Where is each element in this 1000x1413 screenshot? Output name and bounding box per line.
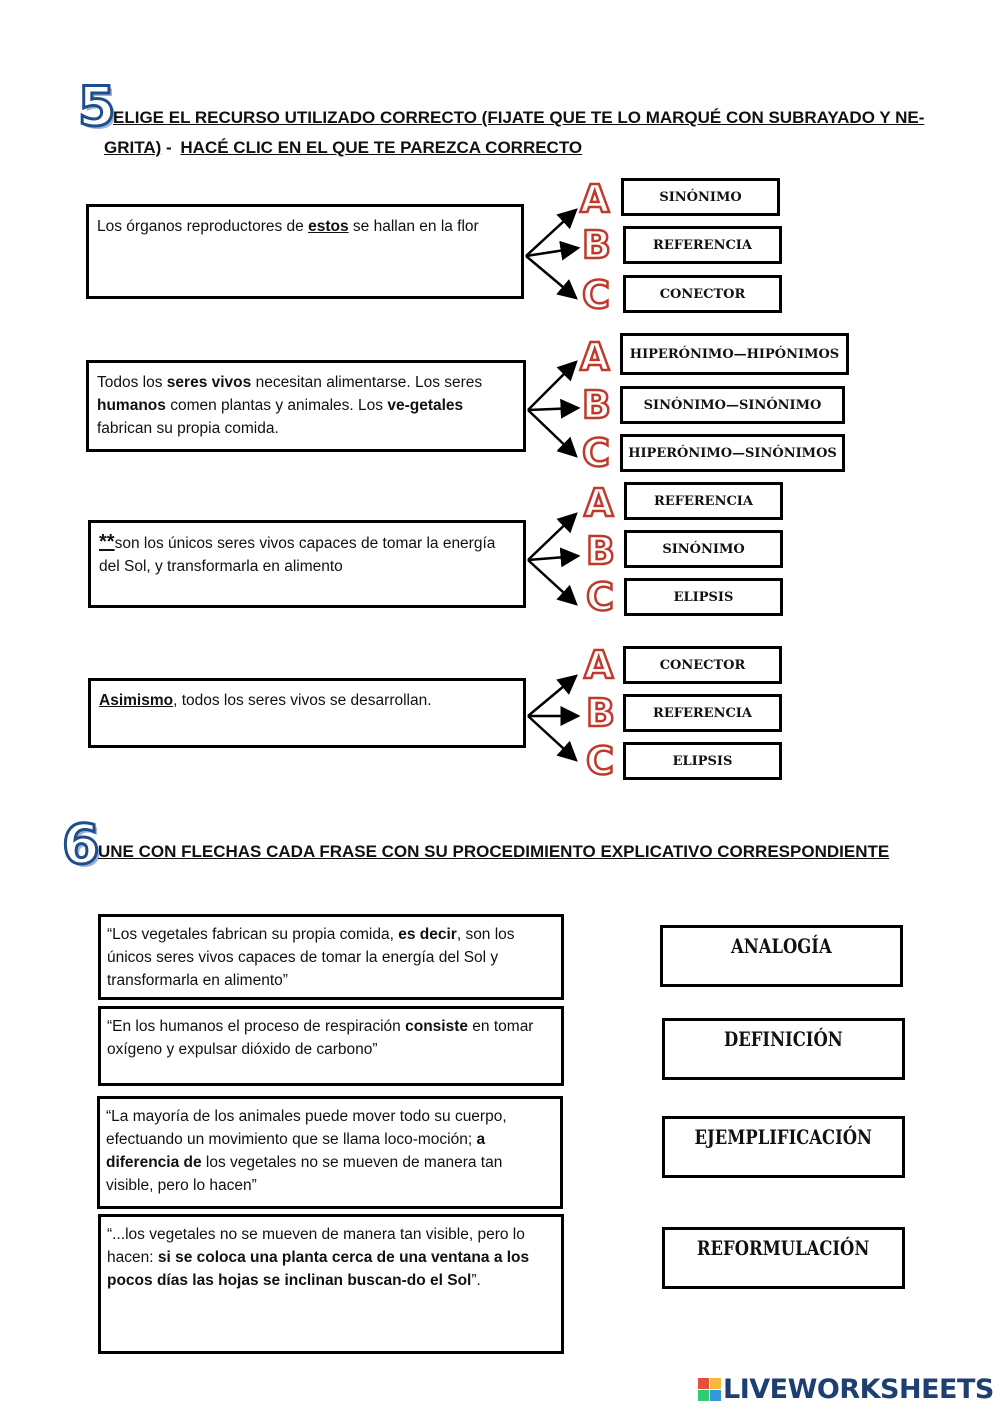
arrow-q3-a [528, 514, 576, 560]
target-ejemplificacion[interactable] [662, 1116, 905, 1178]
phrase-1-text-b: , son los únicos seres vivos capaces de tomar la energía del Sol y transformarla en alimento” [107, 926, 515, 989]
question-1-letter-c[interactable]: C [582, 273, 610, 317]
question-2-marked-humanos: humanos [97, 397, 166, 414]
question-1-option-a[interactable]: SINÓNIMO [621, 178, 780, 216]
phrase-4-text-b: ”. [471, 1272, 481, 1289]
phrase-3-text-a: “La mayoría de los animales puede mover todo su cuerpo, efectuando un movimiento que se llama loco-moción; [106, 1108, 507, 1148]
question-3-letter-a[interactable]: A [584, 481, 614, 525]
question-3-letter-b[interactable]: B [586, 529, 615, 573]
question-4-option-c[interactable]: ELIPSIS [623, 742, 782, 780]
target-definicion-label: DEFINICIÓN [724, 1027, 843, 1051]
arrow-q3-b [528, 556, 578, 560]
question-2-letter-b[interactable]: B [582, 383, 611, 427]
section-5-heading-instruction: HACÉ CLIC EN EL QUE TE PAREZCA CORRECTO [180, 138, 583, 157]
question-2-option-b[interactable]: SINÓNIMO—SINÓNIMO [620, 386, 845, 424]
question-1-text-a: Los órganos reproductores de [97, 218, 309, 235]
question-4-letter-c[interactable]: C [586, 739, 614, 783]
question-1-text-b: se hallan en la flor [348, 218, 479, 235]
arrow-q2-b [528, 408, 578, 410]
question-2-text-d: fabrican su propia comida. [97, 420, 279, 437]
question-4-letter-a[interactable]: A [584, 643, 614, 687]
question-2-letter-c[interactable]: C [582, 431, 610, 475]
question-2-box [86, 360, 526, 452]
arrow-q4-c [528, 716, 576, 760]
phrase-1-text-a: “Los vegetales fabrican su propia comida, [107, 926, 399, 943]
section-5-heading-line1: ELIGE EL RECURSO UTILIZADO CORRECTO (FIJATE QUE TE LO MARQUÉ CON SUBRAYADO Y NE- [113, 108, 925, 127]
arrow-q1-c [526, 256, 576, 298]
question-2-letter-a[interactable]: A [580, 335, 610, 379]
question-3-box [88, 520, 526, 608]
question-1-letter-b[interactable]: B [582, 223, 611, 267]
question-2-text-c: comen plantas y animales. Los [165, 397, 388, 414]
phrase-4-marker: si se coloca una planta cerca de una ventana a los pocos días las hojas se inclinan buscan-do el Sol [107, 1249, 530, 1289]
target-reformulacion-label: REFORMULACIÓN [697, 1236, 870, 1260]
section-5-number: 5 [78, 75, 116, 138]
question-3-option-c[interactable]: ELIPSIS [624, 578, 783, 616]
question-4-letter-b[interactable]: B [586, 691, 615, 735]
target-reformulacion[interactable] [662, 1227, 905, 1289]
target-analogia[interactable] [660, 925, 903, 987]
question-2-option-c[interactable]: HIPERÓNIMO—SINÓNIMOS [620, 434, 845, 472]
question-4-option-a[interactable]: CONECTOR [623, 646, 782, 684]
question-1-marked-word: estos [308, 218, 349, 235]
section-6-heading: UNE CON FLECHAS CADA FRASE CON SU PROCEDIMIENTO EXPLICATIVO CORRESPONDIENTE [98, 842, 890, 861]
liveworksheets-logo-text: LIVEWORKSHEETS [723, 1374, 994, 1405]
question-4-text: , todos los seres vivos se desarrollan. [173, 692, 432, 709]
target-analogia-label: ANALOGÍA [731, 934, 832, 958]
question-1-box [86, 204, 524, 299]
question-3-option-a[interactable]: REFERENCIA [624, 482, 783, 520]
question-3-letter-c[interactable]: C [586, 575, 614, 619]
question-4-option-b[interactable]: REFERENCIA [623, 694, 782, 732]
section-5-heading-grita: GRITA) [104, 138, 162, 157]
question-3-ellipsis-mark: ** [99, 531, 115, 553]
question-2-text-a: Todos los [97, 374, 167, 391]
question-1-option-b[interactable]: REFERENCIA [623, 226, 782, 264]
phrase-4-text-a: “...los vegetales no se mueven de manera tan visible, pero lo hacen: [107, 1226, 525, 1266]
question-2-marked-vegetales: ve-getales [387, 397, 464, 414]
phrase-4-box[interactable] [98, 1214, 564, 1354]
phrase-2-text-b: en tomar oxígeno y expulsar dióxido de carbono” [107, 1018, 534, 1058]
question-2-option-a[interactable]: HIPERÓNIMO—HIPÓNIMOS [620, 333, 849, 375]
phrase-2-text-a: “En los humanos el proceso de respiración [107, 1018, 406, 1035]
arrow-q2-c [528, 410, 576, 456]
phrase-1-marker: es decir [398, 926, 457, 943]
question-3-option-b[interactable]: SINÓNIMO [624, 530, 783, 568]
section-5-heading-separator: - [161, 138, 177, 157]
arrow-q3-c [528, 560, 576, 604]
target-ejemplificacion-label: EJEMPLIFICACIÓN [694, 1125, 873, 1149]
phrase-1-box[interactable] [98, 914, 564, 1000]
question-4-box [88, 678, 526, 748]
liveworksheets-logo [698, 1374, 994, 1405]
question-2-marked-seres-vivos: seres vivos [166, 374, 252, 391]
phrase-3-marker: a diferencia de [106, 1131, 486, 1171]
question-1-option-c[interactable]: CONECTOR [623, 275, 782, 313]
question-1-letter-a[interactable]: A [580, 177, 610, 221]
arrow-q4-a [528, 676, 576, 716]
question-4-marked-word: Asimismo [99, 692, 174, 709]
phrase-3-box[interactable] [97, 1096, 563, 1209]
phrase-2-marker: consiste [405, 1018, 468, 1035]
phrase-2-box[interactable] [98, 1006, 564, 1086]
liveworksheets-logo-icon [698, 1378, 721, 1401]
question-3-text: son los únicos seres vivos capaces de tomar la energía del Sol, y transformarla en alimento [99, 535, 496, 575]
arrow-q2-a [528, 362, 576, 410]
target-definicion[interactable] [662, 1018, 905, 1080]
phrase-3-text-b: los vegetales no se mueven de manera tan visible, pero lo hacen” [106, 1154, 503, 1194]
section-6-number: 6 [62, 813, 100, 876]
question-2-text-b: necesitan alimentarse. Los seres [251, 374, 483, 391]
